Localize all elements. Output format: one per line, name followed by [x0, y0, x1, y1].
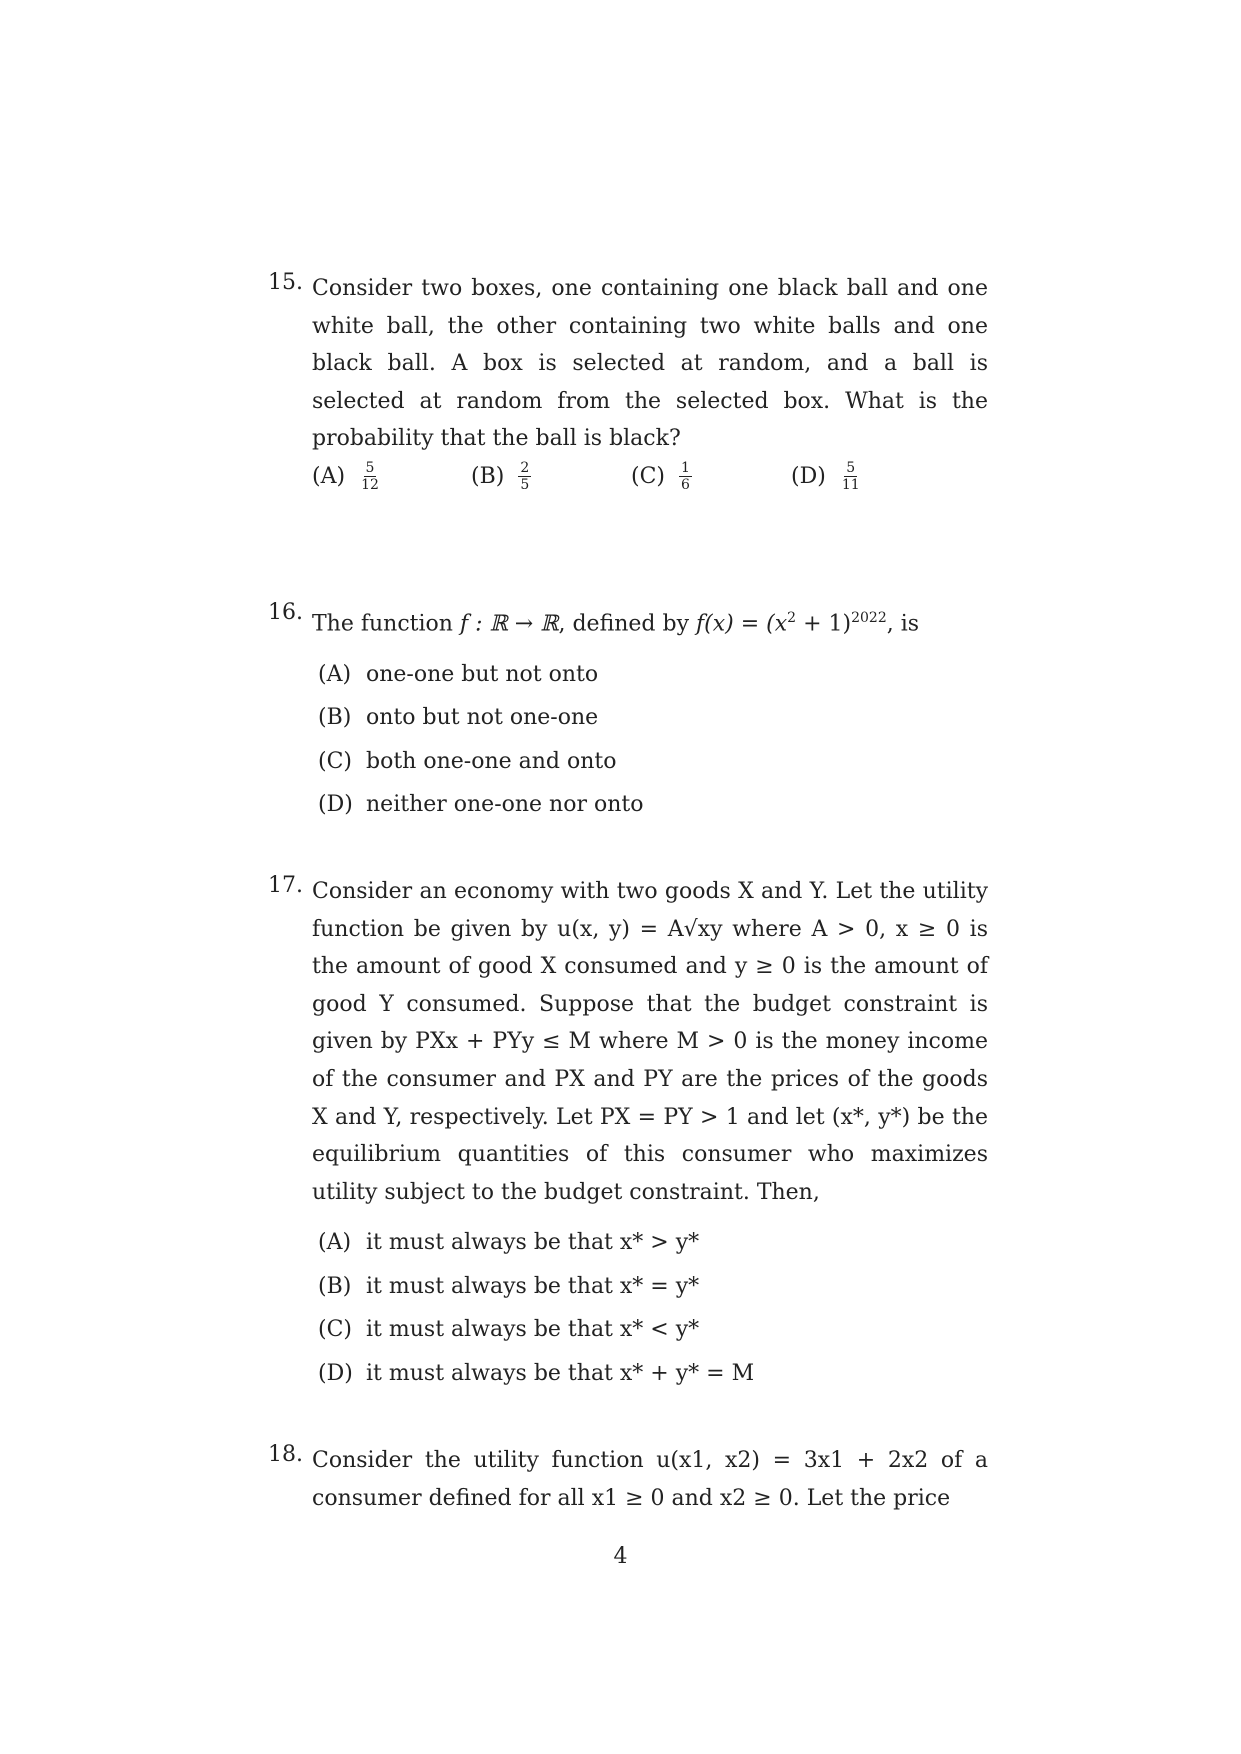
- page-number: 4: [613, 1544, 628, 1569]
- option-list: [318, 653, 988, 827]
- question-number: 17.: [268, 873, 303, 898]
- option-a: (A) one-one but not onto: [318, 661, 599, 687]
- question-text: Consider an economy with two goods X and Y. Let the utility function be given by u(x, y) = A√xy where A > 0, x ≥ 0 is the amount of good X consumed and y ≥ 0 is the amount of good Y consumed. Suppose that the budget constraint is given by PXx + PYy ≤ M where M > 0 is the money income of the consumer and PX and PY are the prices of the goods X and Y, respectively. Let PX = PY > 1 and let (x*, y*) be the equilibrium quantities of this consumer who maximizes utility subject to the budget constraint. Then,: [312, 879, 988, 1205]
- fraction: $\frac{2}{5}$: [520, 460, 530, 493]
- question-17: [268, 873, 988, 1395]
- question-number: 16.: [268, 600, 303, 625]
- question-number: 15.: [268, 270, 303, 295]
- fraction: $\frac{5}{11}$: [841, 460, 860, 493]
- question-text: Consider two boxes, one containing one black ball and one white ball, the other containing two white balls and one black ball. A box is selected at random, and a ball is selected at random from the selected box. What is the probability that the ball is black?: [312, 276, 988, 452]
- fraction: $\frac{5}{12}$: [361, 460, 379, 493]
- question-15: [268, 270, 988, 493]
- option-list: [318, 1221, 988, 1395]
- question-number: 18.: [268, 1442, 303, 1467]
- option-d: (D) $\frac{5}{11}$: [791, 460, 860, 493]
- option-b: (B) onto but not one-one: [318, 705, 599, 731]
- option-c: (C) both one-one and onto: [318, 748, 617, 774]
- option-c: (C) $\frac{1}{6}$: [631, 460, 690, 493]
- option-b: (B) $\frac{2}{5}$: [471, 460, 530, 493]
- option-d: (D) it must always be that x* + y* = M: [318, 1360, 755, 1386]
- inline-options: [312, 461, 972, 501]
- question-text: Consider the utility function u(x1, x2) = 3x1 + 2x2 of a consumer defined for all x1 ≥ 0 and x2 ≥ 0. Let the price: [312, 1448, 988, 1511]
- question-text: The function f : ℝ → ℝ, defined by $f(x) = (x^2 + 1)^{2022}$, is: [312, 610, 920, 637]
- option-d: (D) neither one-one nor onto: [318, 792, 644, 818]
- option-a: (A) it must always be that x* > y*: [318, 1230, 700, 1256]
- fraction: $\frac{1}{6}$: [681, 460, 690, 493]
- option-a: (A) $\frac{5}{12}$: [312, 460, 379, 493]
- question-18: [268, 1442, 988, 1517]
- option-c: (C) it must always be that x* < y*: [318, 1317, 700, 1343]
- option-b: (B) it must always be that x* = y*: [318, 1273, 700, 1299]
- question-16: [268, 600, 988, 827]
